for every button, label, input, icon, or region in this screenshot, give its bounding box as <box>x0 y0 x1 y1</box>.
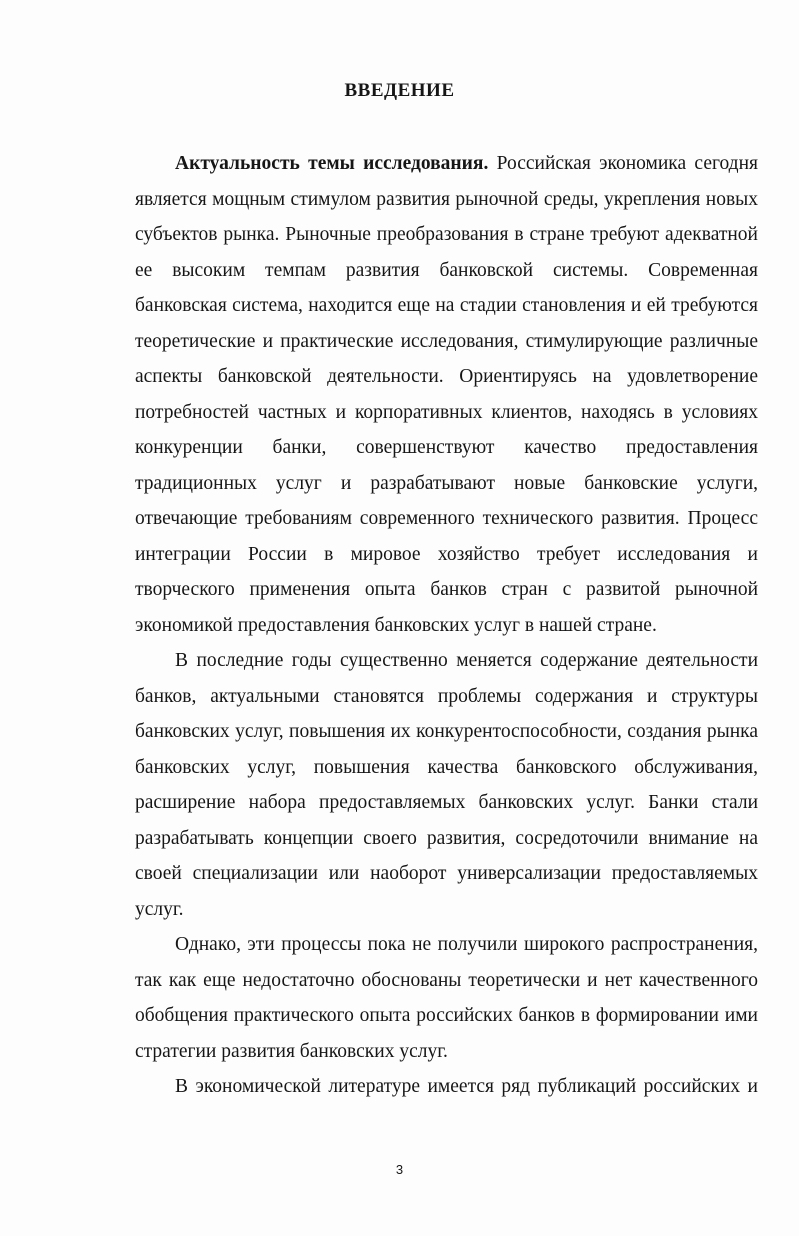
paragraph-bank-activity: В последние годы существенно меняется содержание деятельности банков, актуальными становятся проблемы содержания и структуры банковских услуг, повышения их конкурентоспособности, создания рынка банковских услуг, повышения качества банковского обслуживания, расширение набора предоставляемых банковских услуг. Банки стали разрабатывать концепции своего развития, сосредоточили внимание на своей специализации или наоборот универсализации предоставляемых услуг. <box>135 650 758 920</box>
paragraph-literature: В экономической литературе имеется ряд публикаций российских и <box>175 1076 758 1097</box>
page-number: 3 <box>395 1162 404 1177</box>
paragraph-processes: Однако, эти процессы пока не получили широкого распространения, так как еще недостаточно обоснованы теоретически и нет качественного обобщения практического опыта российских банков в формировании ими стратегии развития банковских услуг. <box>135 934 758 1062</box>
body-text <box>135 146 758 1105</box>
page-title: ВВЕДЕНИЕ <box>344 80 455 101</box>
paragraph-relevance <box>135 146 758 643</box>
paragraph-lead: Актуальность темы исследования. <box>175 153 489 174</box>
paragraph-text: Российская экономика сегодня является мощным стимулом развития рыночной среды, укрепления новых субъектов рынка. Рыночные преобразования в стране требуют адекватной ее высоким темпам развития банковской системы. Современная банковская система, находится еще на стадии становления и ей требуются теоретические и практические исследования, стимулирующие различные аспекты банковской деятельности. Ориентируясь на удовлетворение потребностей частных и корпоративных клиентов, находясь в условиях конкуренции банки, совершенствуют качество предоставления традиционных услуг и разрабатывают новые банковские услуги, отвечающие требованиям современного технического развития. Процесс интеграции России в мировое хозяйство требует исследования и творческого применения опыта банков стран с развитой рыночной экономикой предоставления банковских услуг в нашей стране. <box>135 153 758 636</box>
